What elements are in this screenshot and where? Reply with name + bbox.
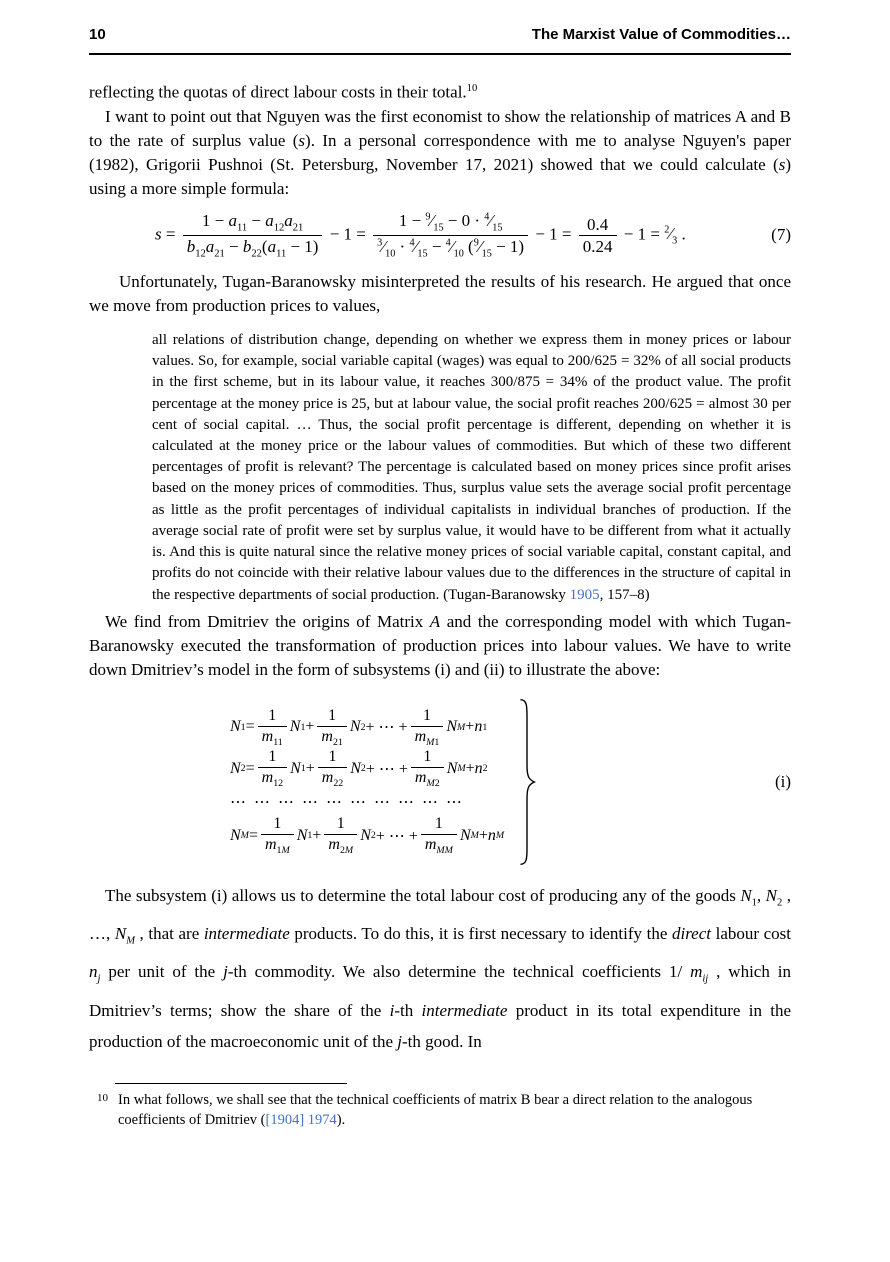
equation-row-2: N 2 = $\frac{1}{m_{12}}$ N 1 + $\frac{1}{m_{22}}$ N 2 + ⋯ + $\frac{1}{m_{M2}}$ N M + n 2	[230, 748, 488, 790]
equation-7	[89, 211, 791, 260]
equation-system-rows	[230, 707, 504, 857]
footnote-10	[89, 1090, 791, 1130]
header-rule	[89, 53, 791, 55]
footnote-marker: 10	[97, 1091, 108, 1104]
page-header	[89, 26, 791, 43]
page-number: 10	[89, 26, 106, 43]
citation-link-1905[interactable]: 1905	[569, 586, 600, 603]
paragraph-nguyen: I want to point out that Nguyen was the first economist to show the relationship of matrices A and B to the rate of surplus value (s). In a personal correspondence with me to analyse Nguyen's paper (1982), Grigorii Pushnoi (St. Petersburg, November 17, 2021) showed that we could calculate (s) using a more simple formula:	[89, 106, 791, 198]
equation-row-m: N M = $\frac{1}{m_{1M}}$ N 1 + $\frac{1}{m_{2M}}$ N 2 + ⋯ + $\frac{1}{m_{MM}}$ N M + n M	[230, 815, 505, 857]
paragraph-tugan: Unfortunately, Tugan-Baranowsky misinterpreted the results of his research. He argued that once we move from production prices to values,	[89, 272, 791, 316]
footnote-separator	[115, 1083, 347, 1084]
paragraph-intro: reflecting the quotas of direct labour costs in their total.$^{10}$	[89, 82, 478, 102]
equation-row-dots: ⋯ ⋯ ⋯ ⋯ ⋯ ⋯ ⋯ ⋯ ⋯ ⋯	[230, 794, 464, 812]
equation-i-number: (i)	[774, 771, 791, 791]
citation-link-1904-1974[interactable]: [1904] 1974	[265, 1111, 337, 1128]
running-title: The Marxist Value of Commodities…	[531, 26, 791, 43]
paragraph-dmitriev: We find from Dmitriev the origins of Matrix A and the corresponding model with which Tugan-Baranowsky executed the transformation of production prices into labour values. We have to write down Dmitriev’s model in the form of subsystems (i) and (ii) to illustrate the above:	[89, 611, 791, 679]
equation-7-number: (7)	[771, 225, 791, 245]
block-quote: all relations of distribution change, depending on whether we express them in money prices or labour values. So, for example, social variable capital (wages) was equal to 200/625 = 32% of all social products in the first scheme, but in its labour value, it reaches 300/875 = 34% of the product value. The profit percentage at the money price is 25, but at labour value, the social profit reaches 200/625 = almost 30 per cent of social capital. … Thus, the social profit percentage is different, depending on whether it is calculated at the money price or the labour values of commodities. But which of these two different percentages of profit is relevant? The percentage is calculated based on money prices since profit arises based on the money prices of commodities. Thus, surplus value sets the average social profit percentage as little as the profit percentages of individual capitalists in individual branches of production. If the average social rate of profit were set by surplus value, it would have to be different from what it actually is. And this is quite natural since the relative money prices of social variable capital, constant capital, and profits do not coincide with their relative labour values due to the differences in the structure of capital in the respective departments of social production. (Tugan-Baranowsky 1905, 157–8)	[152, 332, 791, 603]
equation-row-1: N 1 = $\frac{1}{m_{11}}$ N 1 + $\frac{1}{m_{21}}$ N 2 + ⋯ + $\frac{1}{m_{M1}}$ N M + n 1	[230, 706, 488, 748]
equation-system-i	[89, 698, 791, 866]
equation-7-formula: s = $\frac{1 - a_{11} - a_{12}a_{21}}{b_{12}a_{21} - b_{22}(a_{11} - 1)}$ − 1 = $\frac{1 - ^9⁄_{15} - 0 \cdot ^4⁄_{15}}{^3⁄_{10} \cdot ^4⁄_{15} - ^4⁄_{10} (^9⁄_{15} - 1)}$ − 1 = $\frac{0.4}{0.24}$ − $1 = ^2⁄_3$ .	[155, 210, 686, 260]
footnote-area	[89, 1083, 791, 1130]
paragraph-subsystem: The subsystem (i) allows us to determine the total labour cost of producing any of the goods $N_1$, $N_2$ , …, $N_M$ , that are intermediate products. To do this, it is first necessary to identify the direct labour cost $n_j$ per unit of the j-th commodity. We also determine the technical coefficients 1/ $m_{ij}$ , which in Dmitriev’s terms; show the share of the i-th intermediate product in its total expenditure in the production of the macroeconomic unit of the j-th good. In	[89, 885, 792, 1051]
page-body	[89, 77, 791, 1057]
right-brace	[518, 698, 536, 866]
footnote-text: In what follows, we shall see that the technical coefficients of matrix B bear a direct relation to the analogous coefficients of Dmitriev ([1904] 1974).	[118, 1091, 753, 1128]
